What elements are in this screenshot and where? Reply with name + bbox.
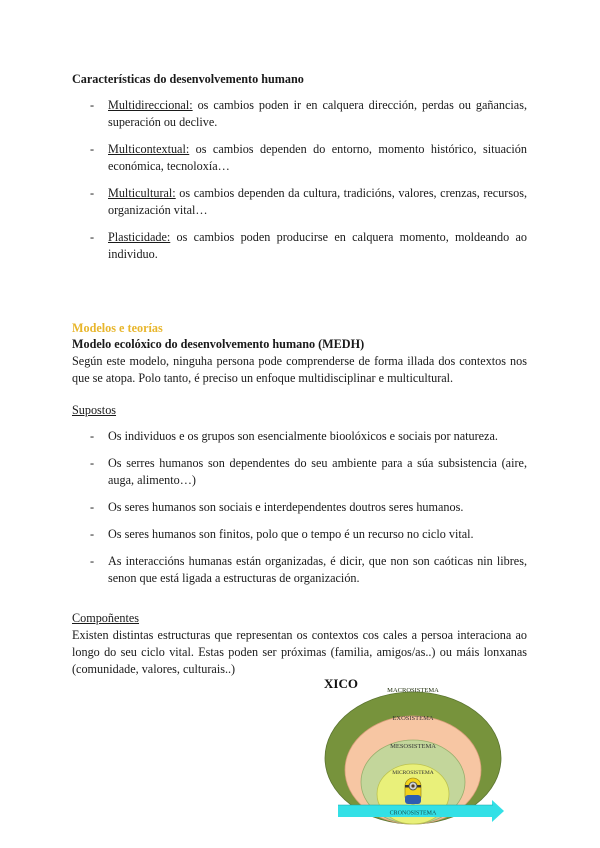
model-title: Modelo ecolóxico do desenvolvemento humano (MEDH) (72, 337, 365, 351)
dash-bullet: - (90, 527, 95, 541)
list-item-text: Os seres humanos son sociais e interdependentes doutros seres humanos. (108, 500, 464, 514)
list-item-text: Os serres humanos son dependentes do seu ambiente para a súa subsistencia (aire, auga, alimento…) (108, 456, 527, 487)
list-item-text: Os seres humanos son finitos, polo que o tempo é un recurso no ciclo vital. (108, 527, 474, 541)
heading-modelos-teorias: Modelos e teorías (72, 321, 163, 335)
list-item (72, 97, 527, 131)
list-item (72, 229, 527, 263)
dash-bullet: - (90, 429, 95, 443)
definition: os cambios poden ir en calquera dirección, perdas ou gañancias, superación ou declive. (108, 98, 527, 129)
componentes-text: Existen distintas estructuras que representan os contextos cos cales a persoa interaciona ao longo do seu ciclo vital. Estas poden ser próximas (familia, amigos/as..) ou máis lonxanas (comunidade, valores, culturais..) (72, 628, 527, 676)
section-title-caracteristicas: Características do desenvolvemento humano (72, 72, 304, 86)
list-item (72, 141, 527, 175)
microsistema-label: MICROSISTEMA (392, 770, 434, 776)
mesosistema-label: MESOSISTEMA (390, 743, 436, 750)
term: Multidireccional: (108, 98, 193, 112)
ecological-model-diagram (318, 676, 508, 826)
cronosistema-arrowhead (492, 800, 504, 822)
term: Plasticidade: (108, 230, 171, 244)
term: Multicontextual: (108, 142, 190, 156)
list-item (72, 526, 527, 543)
definition: os cambios dependen da cultura, tradicións, valores, crenzas, recursos, organización vital… (108, 186, 527, 217)
ecological-model-svg (318, 676, 508, 826)
macrosistema-label: MACROSISTEMA (387, 687, 439, 694)
list-item (72, 499, 527, 516)
list-item-text: As interaccións humanas están organizadas, é dicir, que non son caóticas nin libres, senon que está ligada a estructuras de organización. (108, 554, 527, 585)
definition: os cambios poden producirse en calquera momento, moldeando ao individuo. (108, 230, 527, 261)
dash-bullet: - (90, 98, 95, 112)
minion-icon (405, 778, 421, 804)
dash-bullet: - (90, 186, 95, 200)
list-item (72, 455, 527, 489)
definition: os cambios dependen do entorno, momento histórico, situación económica, tecnoloxía… (108, 142, 527, 173)
diagram-header-text: XICO (324, 676, 358, 691)
list-item (72, 428, 527, 445)
exosistema-label: EXOSISTEMA (392, 715, 434, 722)
dash-bullet: - (90, 142, 95, 156)
dash-bullet: - (90, 500, 95, 514)
dash-bullet: - (90, 456, 95, 470)
supostos-title: Supostos (72, 403, 117, 417)
cronosistema-label: CRONOSISTEMA (389, 810, 437, 817)
supostos-list (72, 428, 527, 587)
list-item-text: Os individuos e os grupos son esencialmente bioolóxicos e sociais por natureza. (108, 429, 498, 443)
term: Multicultural: (108, 186, 176, 200)
dash-bullet: - (90, 554, 95, 568)
model-intro: Según este modelo, ninguha persona pode comprenderse de forma illada dos contextos nos que se atopa. Polo tanto, é preciso un enfoque multidisciplinar e multicultural. (72, 354, 527, 385)
dash-bullet: - (90, 230, 95, 244)
caracteristicas-list (72, 97, 527, 263)
componentes-title: Compoñentes (72, 611, 140, 625)
list-item (72, 185, 527, 219)
list-item (72, 553, 527, 587)
